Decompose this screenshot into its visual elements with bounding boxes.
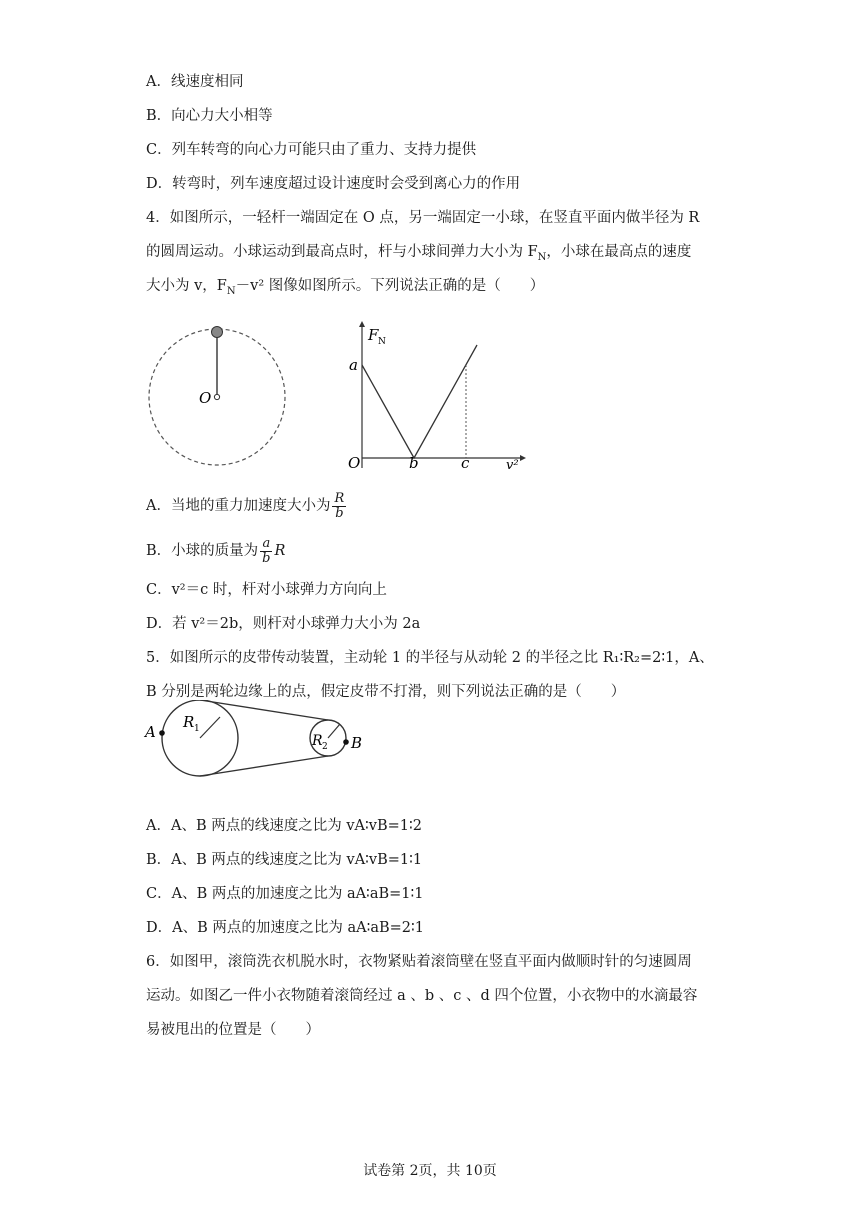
r2-label: R xyxy=(312,733,323,749)
q5-option-b: B．A、B 两点的线速度之比为 vA∶vB=1∶1 xyxy=(146,852,423,868)
q4-option-a: A．当地的重力加速度大小为 $\frac{R}{b}$ xyxy=(146,490,345,521)
q5-option-d: D．A、B 两点的加速度之比为 aA∶aB=2∶1 xyxy=(146,920,425,936)
q5-option-a: A．A、B 两点的线速度之比为 vA∶vB=1∶2 xyxy=(146,818,422,834)
page-footer: 试卷第 2页，共 10页 xyxy=(363,1163,497,1179)
q4-option-c: C．v²＝c 时，杆对小球弹力方向向上 xyxy=(146,582,387,598)
point-a-label: A xyxy=(145,723,156,741)
q4-circle-figure xyxy=(145,320,295,470)
r2-subscript: 2 xyxy=(322,742,328,752)
c-label: c xyxy=(461,454,470,472)
q5-stem-line1: 5．如图所示的皮带传动装置，主动轮 1 的半径与从动轮 2 的半径之比 R₁∶R₂=2∶1，A、 xyxy=(146,650,714,666)
center-o-label: O xyxy=(199,389,212,407)
q3-option-d: D．转弯时，列车速度超过设计速度时会受到离心力的作用 xyxy=(146,176,521,192)
q6-stem-line3: 易被甩出的位置是（ ） xyxy=(146,1022,320,1038)
q3-option-a: A．线速度相同 xyxy=(146,74,244,90)
q4-stem-line3: 大小为 v，$F_N-v^2$ 图像如图所示。下列说法正确的是（ ） xyxy=(146,278,545,297)
q4-stem-line2: 的圆周运动。小球运动到最高点时，杆与小球间弹力大小为 $F_N$，小球在最高点的速度 xyxy=(146,244,692,263)
q3-option-b: B．向心力大小相等 xyxy=(146,108,273,124)
r1-subscript: 1 xyxy=(194,724,200,734)
q3-option-c: C．列车转弯的向心力可能只由了重力、支持力提供 xyxy=(146,142,477,158)
a-label: a xyxy=(349,356,358,374)
point-b-label: B xyxy=(351,734,363,752)
x-axis-label: v² xyxy=(506,458,519,473)
q4-option-b: B．小球的质量为 $\frac{a}{b}$ R xyxy=(146,535,286,566)
q4-option-d: D．若 v²＝2b，则杆对小球弹力大小为 2a xyxy=(146,616,421,632)
q4-graph-figure xyxy=(342,318,527,473)
q6-stem-line2: 运动。如图乙一件小衣物随着滚筒经过 a 、b 、c 、d 四个位置，小衣物中的水滴最容 xyxy=(146,988,698,1004)
r1-label: R xyxy=(183,713,195,731)
y-axis-subscript: N xyxy=(378,337,386,347)
q5-stem-line2: B 分别是两轮边缘上的点，假定皮带不打滑，则下列说法正确的是（ ） xyxy=(146,684,626,700)
b-label: b xyxy=(409,454,419,472)
q4-stem-line1: 4．如图所示，一轻杆一端固定在 O 点，另一端固定一小球，在竖直平面内做半径为 R xyxy=(146,210,700,226)
q5-option-c: C．A、B 两点的加速度之比为 aA∶aB=1∶1 xyxy=(146,886,424,902)
y-axis-label: F xyxy=(368,326,379,344)
origin-label: O xyxy=(348,454,361,472)
q5-belt-figure xyxy=(140,700,380,780)
q6-stem-line1: 6．如图甲，滚筒洗衣机脱水时，衣物紧贴着滚筒壁在竖直平面内做顺时针的匀速圆周 xyxy=(146,954,692,970)
